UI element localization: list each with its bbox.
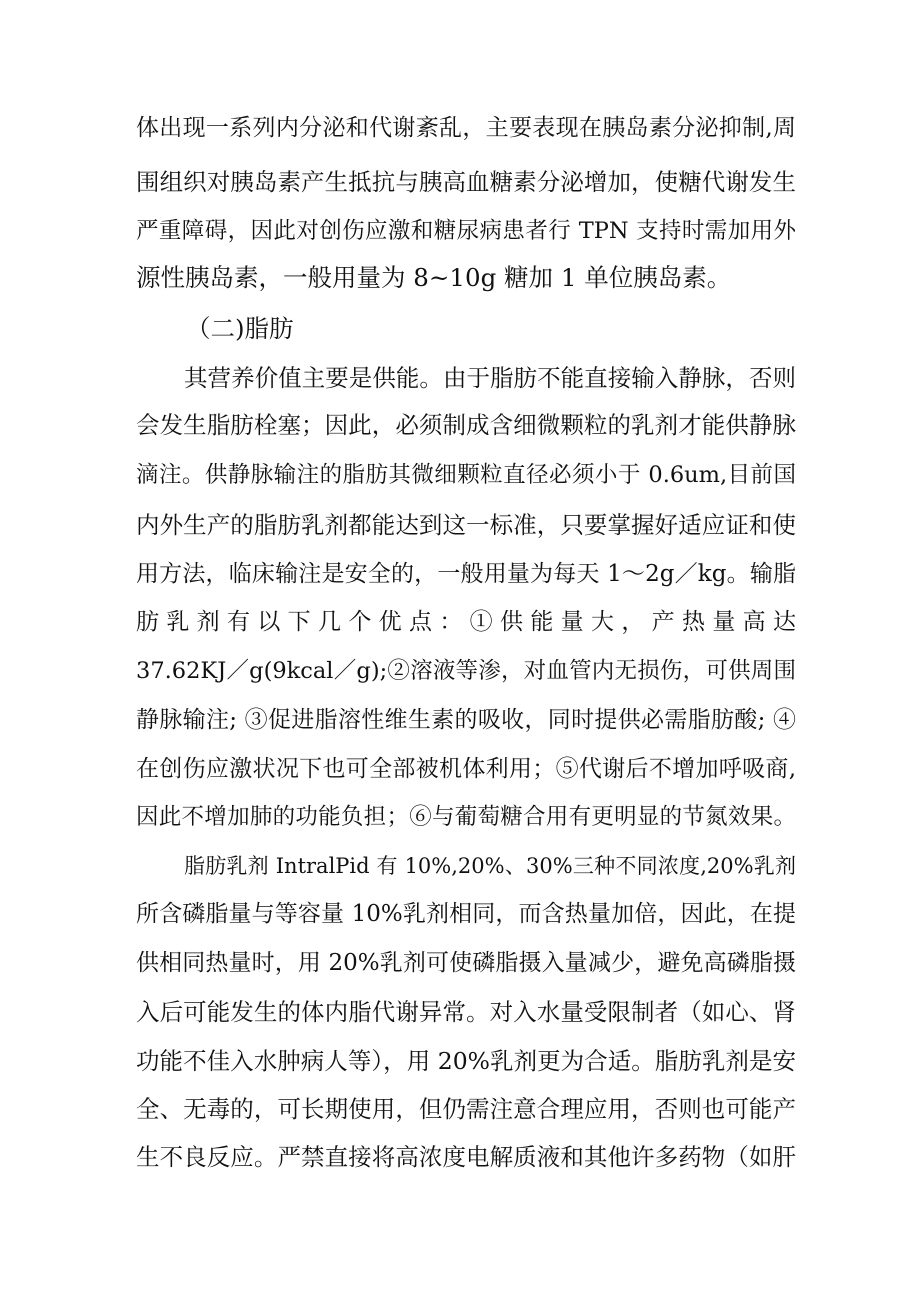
paragraph1-line-2: 围组织对胰岛素产生抵抗与胰高血糖素分泌增加，使糖代谢发生 xyxy=(136,168,796,196)
section-heading: （二)脂肪 xyxy=(186,314,294,343)
paragraph2-line-2: 会发生脂肪栓塞；因此，必须制成含细微颗粒的乳剂才能供静脉 xyxy=(136,411,796,439)
paragraph2-line-6: 肪 乳 剂 有 以 下 几 个 优 点 ： ① 供 能 量 大 ， 产 热 量 高 达 xyxy=(136,609,796,635)
paragraph1-line-1: 体出现一系列内分泌和代谢紊乱，主要表现在胰岛素分泌抑制,周 xyxy=(136,115,796,141)
paragraph2-line-9: 在创伤应激状况下也可全部被机体利用；⑤代谢后不增加呼吸商, xyxy=(136,756,796,782)
paragraph2-line-4: 内外生产的脂肪乳剂都能达到这一标准，只要掌握好适应证和使 xyxy=(136,511,796,539)
paragraph3-line-3: 供相同热量时，用 20%乳剂可使磷脂摄入量减少，避免高磷脂摄 xyxy=(136,950,796,976)
paragraph1-line-4: 源性胰岛素，一般用量为 8~10g 糖加 1 单位胰岛素。 xyxy=(136,263,732,292)
paragraph2-line-3: 滴注。供静脉输注的脂肪其微细颗粒直径必须小于 0.6um,目前国 xyxy=(136,462,796,488)
paragraph2-line-8: 静脉输注; ③促进脂溶性维生素的吸收，同时提供必需脂肪酸; ④ xyxy=(136,707,796,733)
paragraph3-line-4: 入后可能发生的体内脂代谢异常。对入水量受限制者（如心、肾 xyxy=(136,998,796,1026)
paragraph1-line-3: 严重障碍，因此对创伤应激和糖尿病患者行 TPN 支持时需加用外 xyxy=(136,218,796,244)
paragraph3-line-6: 全、无毒的，可长期使用，但仍需注意合理应用，否则也可能产 xyxy=(136,1095,796,1123)
paragraph2-line-7: 37.62KJ／g(9kcal／g);②溶液等渗，对血管内无损伤，可供周围 xyxy=(136,658,796,684)
paragraph3-line-1: 脂肪乳剂 IntralPid 有 10%,20%、30%三种不同浓度,20%乳剂 xyxy=(184,854,796,878)
paragraph2-line-5: 用方法，临床输注是安全的，一般用量为每天 1～2g／kg。输脂 xyxy=(136,561,796,587)
paragraph2-line-1: 其营养价值主要是供能。由于脂肪不能直接输入静脉，否则 xyxy=(184,364,796,392)
paragraph3-line-2: 所含磷脂量与等容量 10%乳剂相同，而含热量加倍，因此，在提 xyxy=(136,901,796,927)
paragraph2-line-10: 因此不增加肺的功能负担；⑥与葡萄糖合用有更明显的节氮效果。 xyxy=(136,804,796,830)
paragraph3-line-7: 生不良反应。严禁直接将高浓度电解质液和其他许多药物（如肝 xyxy=(136,1143,796,1171)
paragraph3-line-5: 功能不佳入水肿病人等），用 20%乳剂更为合适。脂肪乳剂是安 xyxy=(136,1047,796,1075)
